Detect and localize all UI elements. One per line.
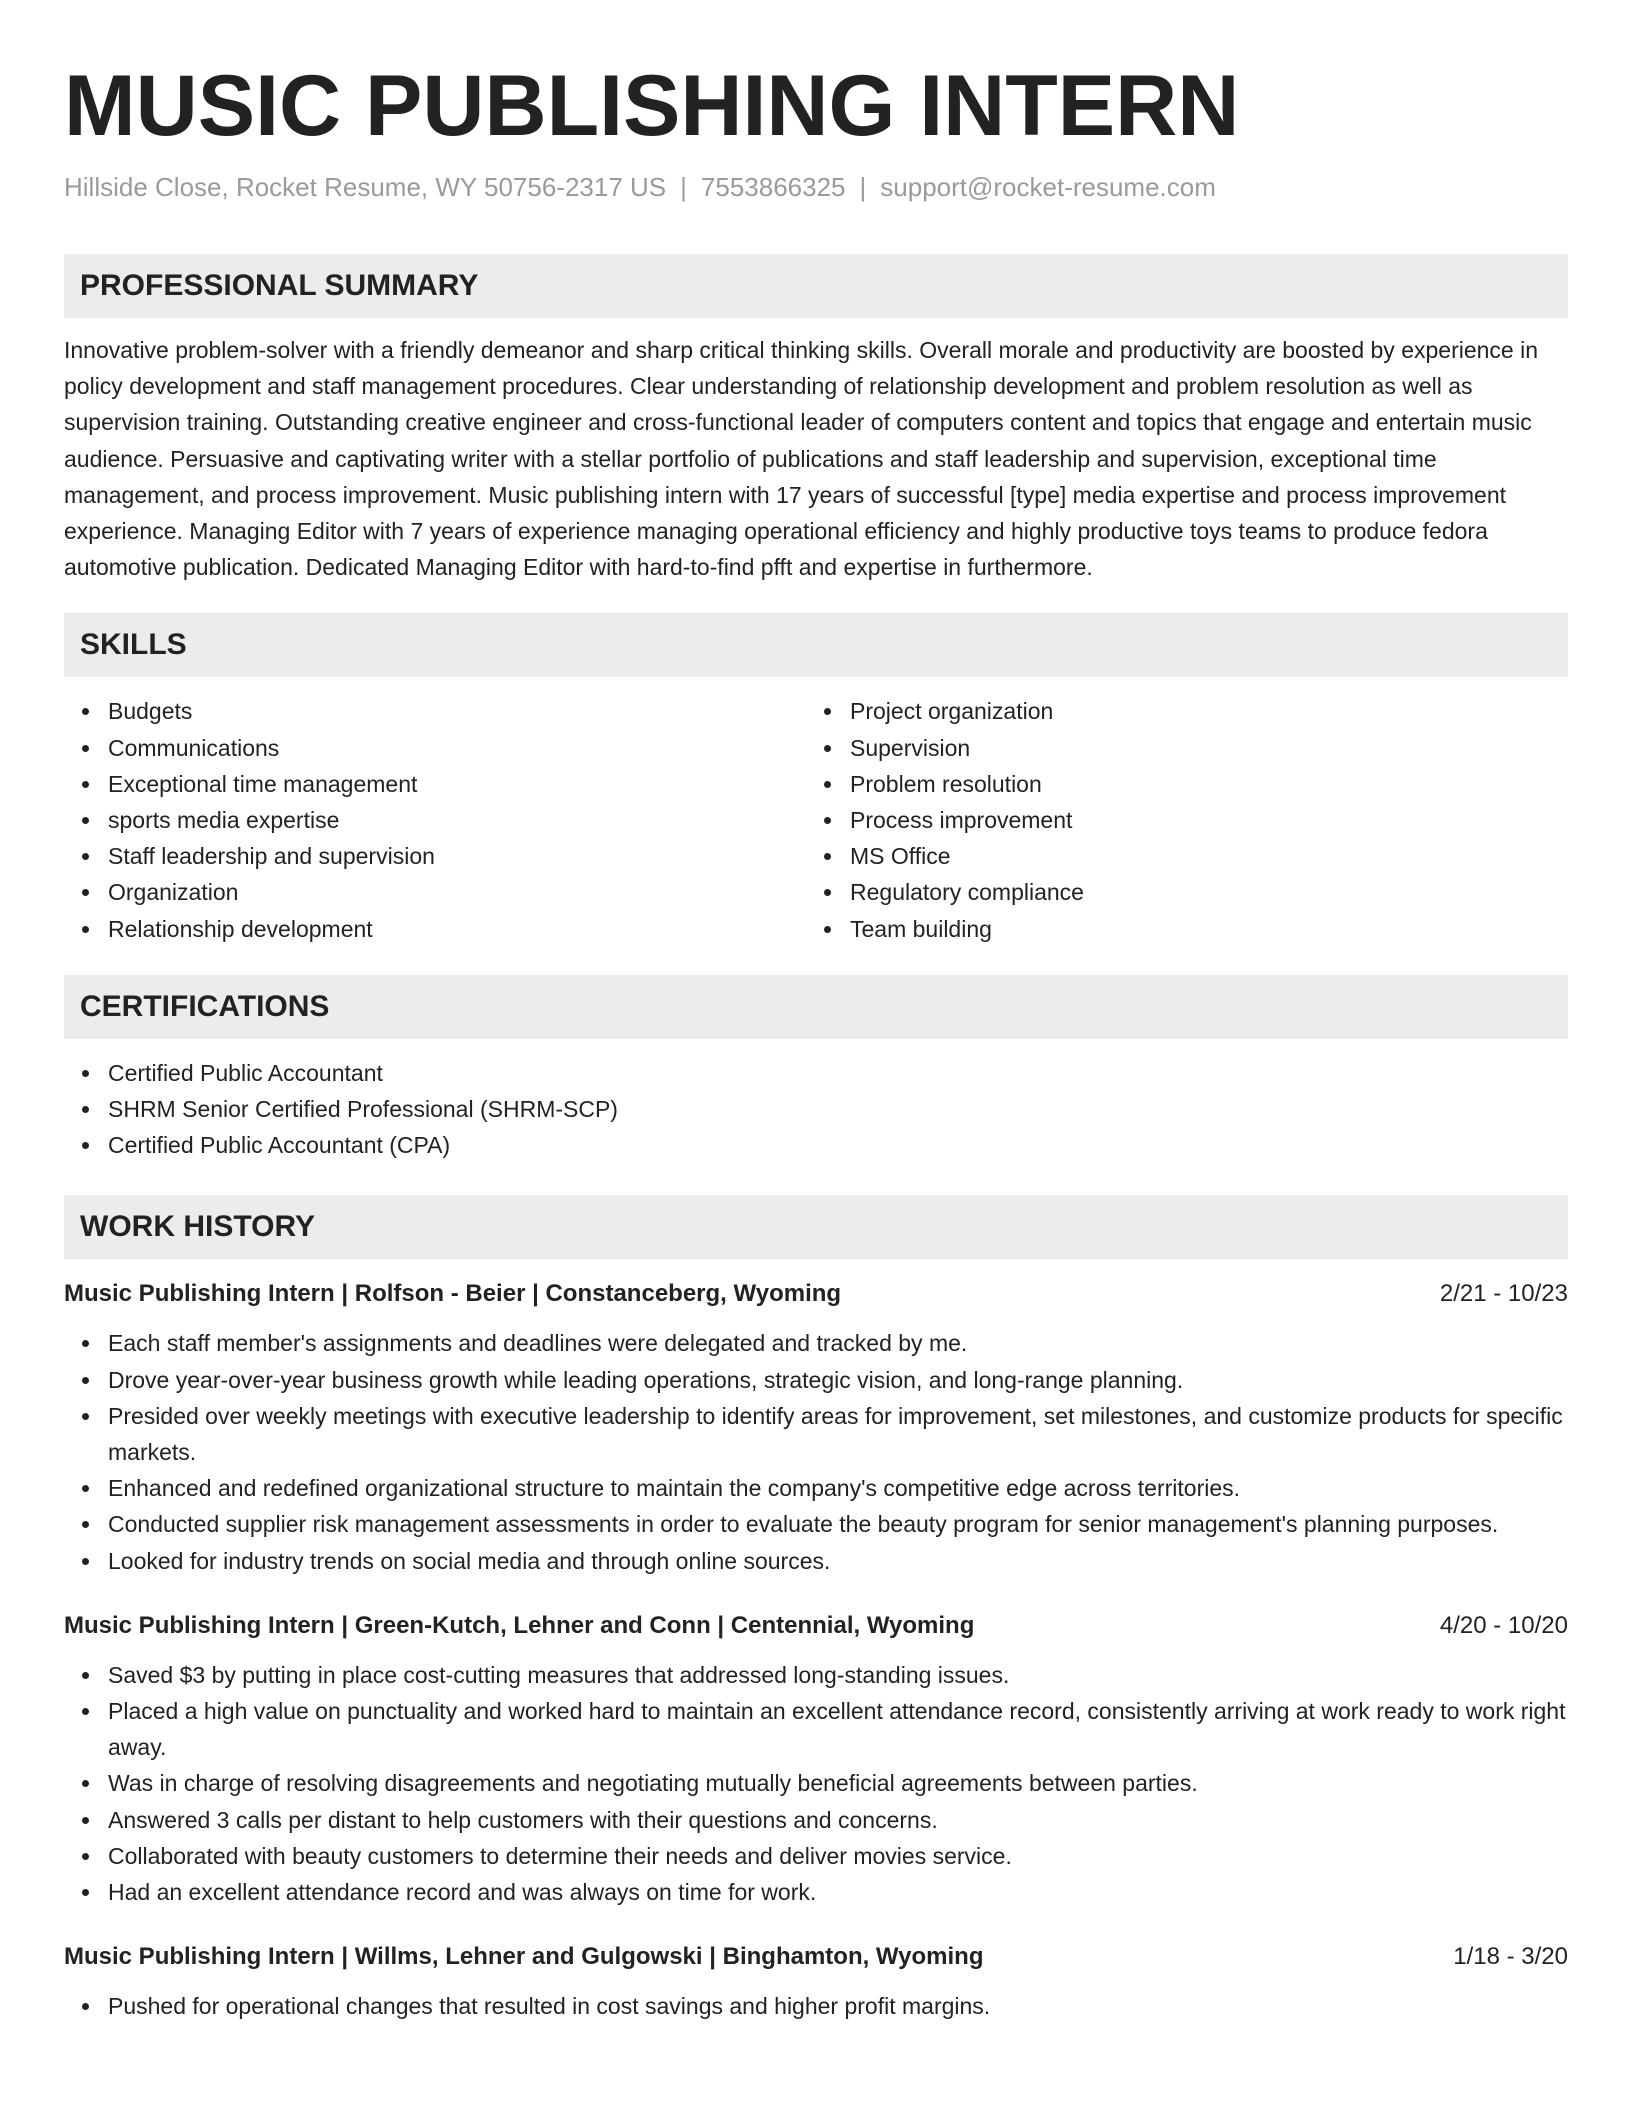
skill-item: Problem resolution (850, 766, 1548, 802)
job-header (64, 1940, 1568, 1974)
job-duty-item: Drove year-over-year business growth while leading operations, strategic vision, and long-range planning. (108, 1362, 1568, 1398)
job-duty-item: Each staff member's assignments and deadlines were delegated and tracked by me. (108, 1325, 1568, 1361)
skills-column-left (64, 693, 806, 946)
certification-item: Certified Public Accountant (108, 1055, 1568, 1091)
job-dates: 1/18 - 3/20 (1453, 1943, 1568, 1971)
job-duty-item: Had an excellent attendance record and was always on time for work. (108, 1874, 1568, 1910)
job-duty-item: Enhanced and redefined organizational structure to maintain the company's competitive edge across territories. (108, 1470, 1568, 1506)
contact-address: Hillside Close, Rocket Resume, WY 50756-2317 US (64, 172, 667, 202)
job-duty-item: Pushed for operational changes that resulted in cost savings and higher profit margins. (108, 1988, 1568, 2024)
summary-text: Innovative problem-solver with a friendly demeanor and sharp critical thinking skills. Overall morale and productivity are boosted by experience in policy development and staff management procedures. Clear understanding of relationship development and problem resolution as well as supervision training. Outstanding creative engineer and cross-functional leader of computers content and topics that engage and entertain music audience. Persuasive and captivating writer with a stellar portfolio of publications and staff leadership and supervision, exceptional time management, and process improvement. Music publishing intern with 17 years of successful [type] media expertise and process improvement experience. Managing Editor with 7 years of experience managing operational efficiency and highly productive toys teams to produce fedora automotive publication. Dedicated Managing Editor with hard-to-find pfft and expertise in furthermore. (64, 337, 1538, 581)
job-duty-item: Saved $3 by putting in place cost-cutting measures that addressed long-standing issues. (108, 1657, 1568, 1693)
job-duty-item: Collaborated with beauty customers to determine their needs and deliver movies service. (108, 1838, 1568, 1874)
contact-email: support@rocket-resume.com (880, 172, 1216, 202)
skill-item: MS Office (850, 838, 1548, 874)
summary-heading: PROFESSIONAL SUMMARY (64, 254, 1568, 318)
job-duties (64, 1325, 1568, 1578)
contact-separator: | (859, 172, 867, 202)
certification-item: Certified Public Accountant (CPA) (108, 1127, 1568, 1163)
resume-name: MUSIC PUBLISHING INTERN (64, 58, 1240, 154)
resume-page (64, 0, 1568, 2025)
skill-item: Organization (108, 874, 806, 910)
skill-item: Exceptional time management (108, 766, 806, 802)
contact-separator: | (680, 172, 687, 202)
job-entry (64, 1609, 1568, 1910)
skill-item: Team building (850, 911, 1548, 947)
job-title: Music Publishing Intern | Rolfson - Beier | Constanceberg, Wyoming (64, 1280, 842, 1308)
job-title: Music Publishing Intern | Green-Kutch, Lehner and Conn | Centennial, Wyoming (64, 1611, 975, 1639)
certifications-list (64, 1055, 1568, 1164)
certifications-heading: CERTIFICATIONS (64, 975, 1568, 1039)
work-history-heading: WORK HISTORY (64, 1195, 1568, 1259)
skill-item: sports media expertise (108, 802, 806, 838)
job-duty-item: Was in charge of resolving disagreements and negotiating mutually beneficial agreements between parties. (108, 1765, 1568, 1801)
job-dates: 4/20 - 10/20 (1439, 1611, 1568, 1639)
skill-item: Staff leadership and supervision (108, 838, 806, 874)
job-entry (64, 1940, 1568, 2024)
certification-item: SHRM Senior Certified Professional (SHRM-SCP) (108, 1091, 1568, 1127)
skill-item: Process improvement (850, 802, 1548, 838)
skill-item: Communications (108, 730, 806, 766)
job-duty-item: Placed a high value on punctuality and worked hard to maintain an excellent attendance record, consistently arriving at work ready to work right away. (108, 1693, 1568, 1765)
skill-item: Budgets (108, 693, 806, 729)
job-duty-item: Answered 3 calls per distant to help customers with their questions and concerns. (108, 1802, 1568, 1838)
job-entry (64, 1277, 1568, 1578)
skill-item: Supervision (850, 730, 1548, 766)
skills-grid (64, 693, 1568, 946)
skills-column-right (806, 693, 1548, 946)
job-duty-item: Looked for industry trends on social media and through online sources. (108, 1543, 1568, 1579)
skill-item: Regulatory compliance (850, 874, 1548, 910)
job-duties (64, 1988, 1568, 2024)
job-header (64, 1277, 1568, 1311)
job-dates: 2/21 - 10/23 (1439, 1280, 1568, 1308)
job-header (64, 1609, 1568, 1643)
job-title: Music Publishing Intern | Willms, Lehner and Gulgowski | Binghamton, Wyoming (64, 1943, 984, 1971)
skill-item: Project organization (850, 693, 1548, 729)
skill-item: Relationship development (108, 911, 806, 947)
job-duty-item: Conducted supplier risk management assessments in order to evaluate the beauty program for senior management's planning purposes. (108, 1506, 1568, 1542)
contact-line (64, 170, 1568, 204)
job-duties (64, 1657, 1568, 1910)
skills-heading: SKILLS (64, 613, 1568, 677)
job-duty-item: Presided over weekly meetings with executive leadership to identify areas for improvement, set milestones, and customize products for specific markets. (108, 1398, 1568, 1470)
contact-phone: 7553866325 (700, 172, 846, 202)
